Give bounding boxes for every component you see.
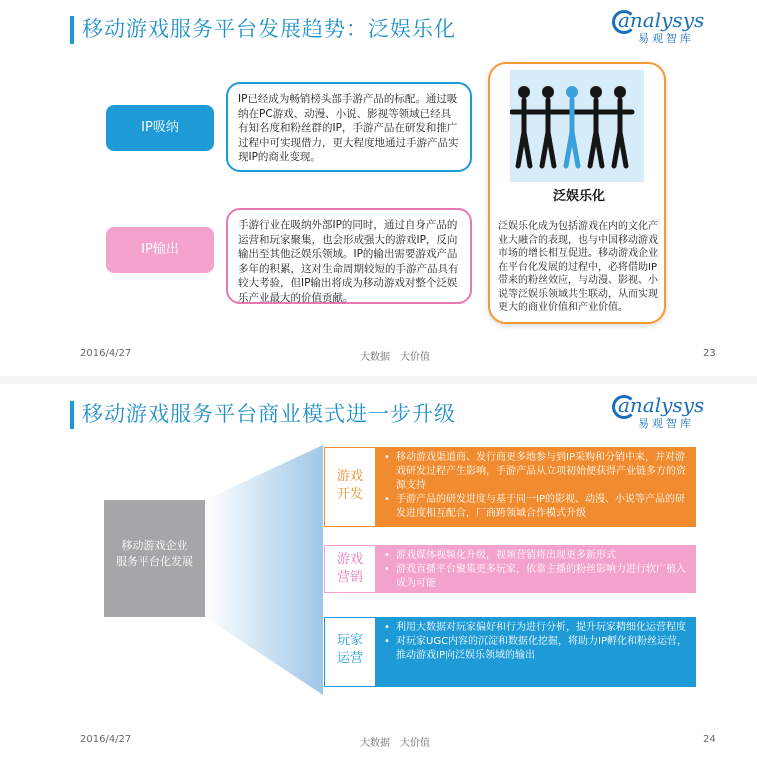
list-item: • 游戏直播平台聚集更多玩家，依靠主播的粉丝影响力进行软广植入成为可能 — [394, 563, 688, 591]
row-label-player-ops — [324, 617, 376, 687]
row-box-player-ops — [376, 617, 696, 687]
page-number: 24 — [703, 734, 716, 745]
list-item: • 对玩家UGC内容的沉淀和数据化挖掘，将助力IP孵化和粉丝运营，推动游戏IP向泛娱乐领域的输出 — [394, 635, 688, 663]
ip-output-text: 手游行业在吸纳外部IP的同时，通过自身产品的运营和玩家聚集，也会形成强大的游戏IP，反向输出至其他泛娱乐领域。IP的输出需要游戏产品多年的积累，这对生命周期较短的手游产品具有较大考验，但IP输出将成为移动游戏对整个泛娱乐产业最大的价值贡献。 — [226, 208, 472, 304]
platform-development-block — [104, 500, 205, 617]
pan-entertainment-title: 泛娱乐化 — [552, 189, 605, 204]
funnel-gradient-shape — [205, 445, 323, 695]
slide-separator — [0, 376, 757, 384]
footer-slogan: 大数据 大价值 — [360, 352, 430, 363]
row-label-game-dev-text: 游戏 开发 — [336, 469, 363, 502]
list-item: • 移动游戏渠道商、发行商更多地参与到IP采购和分销中来，并对游戏研发过程产生影响，手游产品从立项初始便获得产业链多方的资源支持 — [394, 451, 688, 493]
pan-entertainment-text: 泛娱乐化成为包括游戏在内的文化产业大融合的表现，也与中国移动游戏市场的增长相互促进。移动游戏企业在平台化发展的过程中，必将借助IP带来的粉丝效应，与动漫、影视、小说等泛娱乐领域共生联动，从而实现更大的商业价值和产业价值。 — [498, 221, 658, 313]
slide-24 — [0, 385, 757, 758]
list-item: • 利用大数据对玩家偏好和行为进行分析，提升玩家精细化运营程度 — [394, 621, 688, 635]
logo-word: analysys — [618, 393, 705, 417]
ip-absorb-label: IP吸纳 — [106, 105, 214, 151]
logo-cn: 易观智库 — [638, 32, 694, 45]
footer-date: 2016/4/27 — [80, 734, 132, 745]
slide-title: 移动游戏服务平台商业模式进一步升级 — [82, 402, 456, 426]
list-item: • 手游产品的研发进度与基于同一IP的影视、动漫、小说等产品的研发进度相互配合，厂商跨领域合作模式升级 — [394, 493, 688, 521]
row-label-player-ops-text: 玩家 运营 — [336, 633, 363, 666]
row-box-game-marketing — [376, 545, 696, 593]
logo-word: analysys — [618, 8, 705, 32]
analysys-logo — [618, 8, 728, 48]
analysys-logo — [618, 393, 728, 433]
list-item: • 游戏媒体视频化升级，视频营销将出现更多新形式 — [394, 549, 688, 563]
title-accent-bar — [70, 16, 74, 44]
footer-date: 2016/4/27 — [80, 348, 132, 359]
logo-cn: 易观智库 — [638, 417, 694, 430]
ip-absorb-text: IP已经成为畅销榜头部手游产品的标配。通过吸纳在PC游戏、动漫、小说、影视等领域已经具有知名度和粉丝群的IP，手游产品在研发和推广过程中可实现借力，更大程度地通过手游产品实现IP的商业变现。 — [226, 82, 472, 172]
page-number: 23 — [703, 348, 716, 359]
pan-entertainment-card — [488, 62, 666, 324]
row-label-game-dev — [324, 447, 376, 527]
footer-slogan: 大数据 大价值 — [360, 738, 430, 749]
row-label-game-marketing — [324, 545, 376, 593]
slide-23 — [0, 0, 757, 375]
title-accent-bar — [70, 401, 74, 429]
people-holding-hands-image — [510, 70, 644, 182]
platform-development-text: 移动游戏企业 服务平台化发展 — [116, 539, 193, 568]
row-label-game-marketing-text: 游戏 营销 — [336, 552, 363, 585]
slide-title: 移动游戏服务平台发展趋势：泛娱乐化 — [82, 17, 456, 41]
row-box-game-dev — [376, 447, 696, 527]
ip-output-label: IP输出 — [106, 227, 214, 273]
